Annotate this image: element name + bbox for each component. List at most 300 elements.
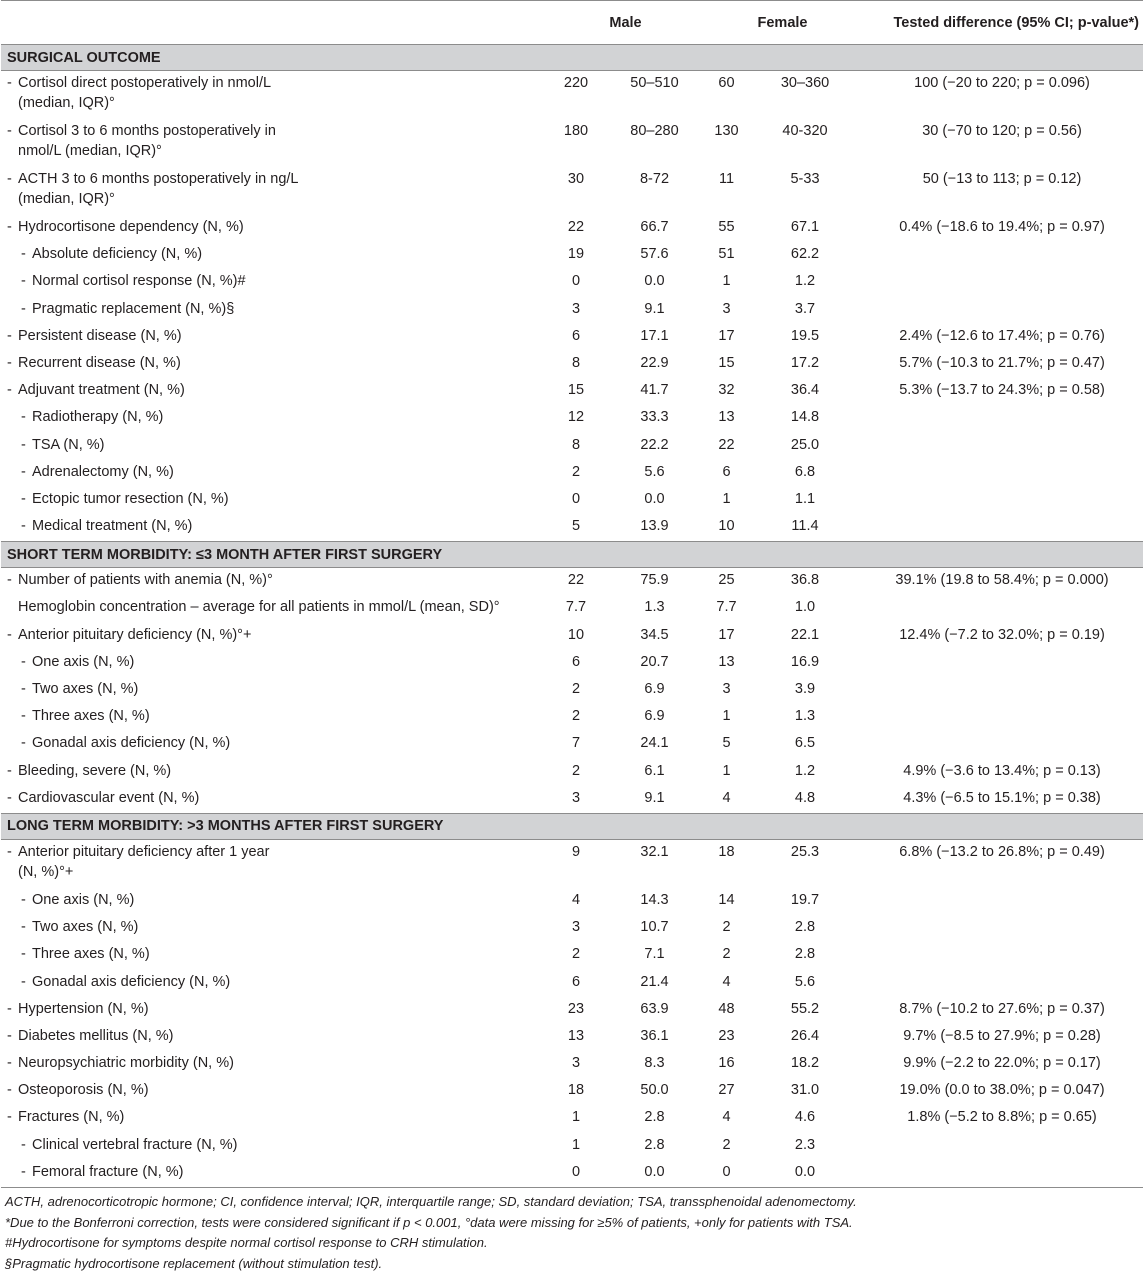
tested-difference-cell: 5.3% (−13.7 to 24.3%; p = 0.58) <box>861 378 1143 405</box>
female-count-cell: 4 <box>704 786 749 814</box>
row-label-text: Persistent disease (N, %) <box>18 328 182 344</box>
female-value-cell: 14.8 <box>749 405 861 432</box>
male-count-cell: 19 <box>547 242 605 269</box>
male-value-cell: 20.7 <box>605 650 704 677</box>
female-value-cell: 1.3 <box>749 704 861 731</box>
row-label-text: Two axes (N, %) <box>32 681 138 697</box>
row-label-text: Anterior pituitary deficiency after 1 year <box>18 844 269 860</box>
section-title: SHORT TERM MORBIDITY: ≤3 MONTH AFTER FIRST SURGERY <box>1 542 1143 568</box>
male-value-cell: 0.0 <box>605 1160 704 1188</box>
table-row <box>1 997 1143 1024</box>
tested-difference-cell: 1.8% (−5.2 to 8.8%; p = 0.65) <box>861 1105 1143 1132</box>
row-label: - Anterior pituitary deficiency after 1 year (N, %)°+ <box>1 839 547 888</box>
row-label-text: Number of patients with anemia (N, %)° <box>18 572 273 588</box>
row-label: - Normal cortisol response (N, %)# <box>1 269 547 296</box>
tested-difference-cell <box>861 433 1143 460</box>
male-count-cell: 3 <box>547 786 605 814</box>
female-count-cell: 1 <box>704 704 749 731</box>
male-count-cell: 30 <box>547 167 605 215</box>
male-count-cell: 22 <box>547 568 605 596</box>
row-label-text: Hypertension (N, %) <box>18 1001 149 1017</box>
male-value-cell: 34.5 <box>605 623 704 650</box>
male-count-cell: 9 <box>547 839 605 888</box>
table-footnotes <box>0 1188 1144 1274</box>
section-header-row <box>1 813 1143 839</box>
row-label-text: Diabetes mellitus (N, %) <box>18 1028 174 1044</box>
table-row <box>1 568 1143 596</box>
male-count-cell: 3 <box>547 915 605 942</box>
female-value-cell: 2.8 <box>749 942 861 969</box>
table-row <box>1 71 1143 120</box>
tested-difference-cell: 4.9% (−3.6 to 13.4%; p = 0.13) <box>861 759 1143 786</box>
row-label: - Neuropsychiatric morbidity (N, %) <box>1 1051 547 1078</box>
footnote: ACTH, adrenocorticotropic hormone; CI, confidence interval; IQR, interquartile range; SD, standard deviation; TSA, transsphenoidal adenomectomy. <box>5 1192 1144 1213</box>
table-row <box>1 215 1143 242</box>
male-value-cell: 9.1 <box>605 786 704 814</box>
tested-difference-cell <box>861 1160 1143 1188</box>
row-label: - Medical treatment (N, %) <box>1 514 547 542</box>
tested-difference-cell <box>861 242 1143 269</box>
table-row <box>1 119 1143 167</box>
male-value-cell: 0.0 <box>605 269 704 296</box>
table-row <box>1 595 1143 622</box>
male-value-cell: 36.1 <box>605 1024 704 1051</box>
row-label: - Adrenalectomy (N, %) <box>1 460 547 487</box>
table-row <box>1 915 1143 942</box>
row-label: - Absolute deficiency (N, %) <box>1 242 547 269</box>
tested-difference-cell <box>861 487 1143 514</box>
tested-difference-cell <box>861 595 1143 622</box>
female-value-cell: 67.1 <box>749 215 861 242</box>
table-row <box>1 731 1143 758</box>
row-label: - Two axes (N, %) <box>1 677 547 704</box>
tested-difference-cell <box>861 704 1143 731</box>
row-label: - Gonadal axis deficiency (N, %) <box>1 731 547 758</box>
row-label-text: Hemoglobin concentration – average for all patients in mmol/L (mean, SD)° <box>18 599 500 615</box>
female-value-cell: 1.1 <box>749 487 861 514</box>
tested-difference-cell: 6.8% (−13.2 to 26.8%; p = 0.49) <box>861 839 1143 888</box>
female-count-cell: 2 <box>704 915 749 942</box>
row-label-text: Recurrent disease (N, %) <box>18 355 181 371</box>
tested-difference-cell <box>861 650 1143 677</box>
header-female: Female <box>704 1 861 45</box>
female-count-cell: 17 <box>704 324 749 351</box>
female-value-cell: 62.2 <box>749 242 861 269</box>
female-value-cell: 5.6 <box>749 970 861 997</box>
female-count-cell: 4 <box>704 1105 749 1132</box>
male-count-cell: 15 <box>547 378 605 405</box>
female-value-cell: 11.4 <box>749 514 861 542</box>
female-value-cell: 2.8 <box>749 915 861 942</box>
male-value-cell: 2.8 <box>605 1133 704 1160</box>
female-count-cell: 55 <box>704 215 749 242</box>
female-count-cell: 1 <box>704 269 749 296</box>
row-label-text: TSA (N, %) <box>32 437 105 453</box>
male-count-cell: 13 <box>547 1024 605 1051</box>
male-count-cell: 12 <box>547 405 605 432</box>
table-row <box>1 167 1143 215</box>
row-label-text: Gonadal axis deficiency (N, %) <box>32 974 230 990</box>
tested-difference-cell <box>861 731 1143 758</box>
row-label-continuation: (N, %)°+ <box>7 862 547 882</box>
female-count-cell: 23 <box>704 1024 749 1051</box>
table-row <box>1 405 1143 432</box>
female-value-cell: 25.0 <box>749 433 861 460</box>
table-row <box>1 704 1143 731</box>
female-count-cell: 4 <box>704 970 749 997</box>
footnote: *Due to the Bonferroni correction, tests were considered significant if p < 0.001, °data were missing for ≥5% of patients, +only for patients with TSA. <box>5 1213 1144 1234</box>
table-row <box>1 677 1143 704</box>
female-count-cell: 11 <box>704 167 749 215</box>
female-count-cell: 2 <box>704 942 749 969</box>
male-count-cell: 0 <box>547 487 605 514</box>
table-row <box>1 324 1143 351</box>
tested-difference-cell: 5.7% (−10.3 to 21.7%; p = 0.47) <box>861 351 1143 378</box>
table-row <box>1 460 1143 487</box>
female-count-cell: 3 <box>704 297 749 324</box>
male-value-cell: 63.9 <box>605 997 704 1024</box>
table-row <box>1 242 1143 269</box>
female-value-cell: 4.8 <box>749 786 861 814</box>
female-count-cell: 22 <box>704 433 749 460</box>
male-value-cell: 22.2 <box>605 433 704 460</box>
row-label-text: Two axes (N, %) <box>32 919 138 935</box>
row-label-text: Fractures (N, %) <box>18 1109 124 1125</box>
female-value-cell: 6.8 <box>749 460 861 487</box>
row-label-text: Osteoporosis (N, %) <box>18 1082 149 1098</box>
table-body <box>1 45 1143 1188</box>
row-label: - Cortisol direct postoperatively in nmol/L (median, IQR)° <box>1 71 547 120</box>
female-count-cell: 16 <box>704 1051 749 1078</box>
row-label: - Radiotherapy (N, %) <box>1 405 547 432</box>
female-value-cell: 5-33 <box>749 167 861 215</box>
female-value-cell: 36.8 <box>749 568 861 596</box>
row-label-continuation: (median, IQR)° <box>7 189 547 209</box>
male-count-cell: 2 <box>547 759 605 786</box>
male-value-cell: 17.1 <box>605 324 704 351</box>
row-label: - Osteoporosis (N, %) <box>1 1078 547 1105</box>
table-row <box>1 351 1143 378</box>
male-count-cell: 4 <box>547 888 605 915</box>
male-value-cell: 24.1 <box>605 731 704 758</box>
row-label: - Ectopic tumor resection (N, %) <box>1 487 547 514</box>
male-value-cell: 14.3 <box>605 888 704 915</box>
row-label: - Anterior pituitary deficiency (N, %)°+ <box>1 623 547 650</box>
female-count-cell: 130 <box>704 119 749 167</box>
female-count-cell: 1 <box>704 487 749 514</box>
male-count-cell: 6 <box>547 650 605 677</box>
female-count-cell: 1 <box>704 759 749 786</box>
header-label <box>1 1 547 45</box>
tested-difference-cell: 2.4% (−12.6 to 17.4%; p = 0.76) <box>861 324 1143 351</box>
row-label: - Adjuvant treatment (N, %) <box>1 378 547 405</box>
female-value-cell: 30–360 <box>749 71 861 120</box>
row-label: - Hydrocortisone dependency (N, %) <box>1 215 547 242</box>
row-label: - Cortisol 3 to 6 months postoperatively in nmol/L (median, IQR)° <box>1 119 547 167</box>
male-value-cell: 7.1 <box>605 942 704 969</box>
row-label: - Three axes (N, %) <box>1 704 547 731</box>
female-value-cell: 1.2 <box>749 269 861 296</box>
female-count-cell: 13 <box>704 405 749 432</box>
row-label: - One axis (N, %) <box>1 888 547 915</box>
table-row <box>1 269 1143 296</box>
row-label-continuation: nmol/L (median, IQR)° <box>7 141 547 161</box>
male-value-cell: 80–280 <box>605 119 704 167</box>
tested-difference-cell: 12.4% (−7.2 to 32.0%; p = 0.19) <box>861 623 1143 650</box>
male-value-cell: 50–510 <box>605 71 704 120</box>
male-count-cell: 180 <box>547 119 605 167</box>
tested-difference-cell <box>861 514 1143 542</box>
table-row <box>1 433 1143 460</box>
male-count-cell: 0 <box>547 269 605 296</box>
male-count-cell: 10 <box>547 623 605 650</box>
table-row <box>1 378 1143 405</box>
female-value-cell: 36.4 <box>749 378 861 405</box>
female-value-cell: 26.4 <box>749 1024 861 1051</box>
male-count-cell: 5 <box>547 514 605 542</box>
table-row <box>1 1051 1143 1078</box>
male-count-cell: 7.7 <box>547 595 605 622</box>
row-label-text: Medical treatment (N, %) <box>32 518 192 534</box>
tested-difference-cell <box>861 297 1143 324</box>
row-label-text: Three axes (N, %) <box>32 946 150 962</box>
male-count-cell: 3 <box>547 297 605 324</box>
row-label: - TSA (N, %) <box>1 433 547 460</box>
row-label: - Fractures (N, %) <box>1 1105 547 1132</box>
male-count-cell: 6 <box>547 970 605 997</box>
table-row <box>1 297 1143 324</box>
row-label: - Cardiovascular event (N, %) <box>1 786 547 814</box>
header-male: Male <box>547 1 704 45</box>
male-value-cell: 33.3 <box>605 405 704 432</box>
female-count-cell: 15 <box>704 351 749 378</box>
row-label-text: One axis (N, %) <box>32 654 134 670</box>
male-value-cell: 5.6 <box>605 460 704 487</box>
table-row <box>1 1105 1143 1132</box>
male-count-cell: 7 <box>547 731 605 758</box>
table-row <box>1 970 1143 997</box>
female-count-cell: 7.7 <box>704 595 749 622</box>
row-label-text: Hydrocortisone dependency (N, %) <box>18 219 244 235</box>
row-label-text: Cortisol 3 to 6 months postoperatively in <box>18 123 276 139</box>
row-label: - Three axes (N, %) <box>1 942 547 969</box>
table-row <box>1 1078 1143 1105</box>
row-label-text: ACTH 3 to 6 months postoperatively in ng/L <box>18 171 298 187</box>
tested-difference-cell <box>861 970 1143 997</box>
row-label-text: Cardiovascular event (N, %) <box>18 790 199 806</box>
female-value-cell: 16.9 <box>749 650 861 677</box>
male-value-cell: 8-72 <box>605 167 704 215</box>
female-count-cell: 51 <box>704 242 749 269</box>
tested-difference-cell: 9.9% (−2.2 to 22.0%; p = 0.17) <box>861 1051 1143 1078</box>
section-header-row <box>1 542 1143 568</box>
tested-difference-cell <box>861 942 1143 969</box>
row-label: - Persistent disease (N, %) <box>1 324 547 351</box>
results-table <box>1 0 1143 1188</box>
row-label-text: Neuropsychiatric morbidity (N, %) <box>18 1055 234 1071</box>
footnote: §Pragmatic hydrocortisone replacement (without stimulation test). <box>5 1254 1144 1274</box>
male-count-cell: 1 <box>547 1105 605 1132</box>
header-tested-difference: Tested difference (95% CI; p-value*) <box>861 1 1143 45</box>
female-count-cell: 5 <box>704 731 749 758</box>
row-label-text: Pragmatic replacement (N, %)§ <box>32 301 234 317</box>
tested-difference-cell <box>861 915 1143 942</box>
female-count-cell: 17 <box>704 623 749 650</box>
male-count-cell: 18 <box>547 1078 605 1105</box>
table-row <box>1 1133 1143 1160</box>
row-label: - Clinical vertebral fracture (N, %) <box>1 1133 547 1160</box>
female-count-cell: 48 <box>704 997 749 1024</box>
row-label: - Bleeding, severe (N, %) <box>1 759 547 786</box>
tested-difference-cell: 0.4% (−18.6 to 19.4%; p = 0.97) <box>861 215 1143 242</box>
table-row <box>1 759 1143 786</box>
female-value-cell: 1.2 <box>749 759 861 786</box>
tested-difference-cell <box>861 1133 1143 1160</box>
female-value-cell: 6.5 <box>749 731 861 758</box>
header-row <box>1 1 1143 45</box>
tested-difference-cell: 19.0% (0.0 to 38.0%; p = 0.047) <box>861 1078 1143 1105</box>
row-label: - Diabetes mellitus (N, %) <box>1 1024 547 1051</box>
female-count-cell: 6 <box>704 460 749 487</box>
row-label-text: Absolute deficiency (N, %) <box>32 246 202 262</box>
male-value-cell: 22.9 <box>605 351 704 378</box>
row-label-text: Cortisol direct postoperatively in nmol/L <box>18 75 271 91</box>
table-row <box>1 514 1143 542</box>
male-value-cell: 10.7 <box>605 915 704 942</box>
tested-difference-cell: 8.7% (−10.2 to 27.6%; p = 0.37) <box>861 997 1143 1024</box>
row-label: - Pragmatic replacement (N, %)§ <box>1 297 547 324</box>
row-label-text: Gonadal axis deficiency (N, %) <box>32 735 230 751</box>
male-value-cell: 50.0 <box>605 1078 704 1105</box>
male-value-cell: 0.0 <box>605 487 704 514</box>
tested-difference-cell: 50 (−13 to 113; p = 0.12) <box>861 167 1143 215</box>
table-row <box>1 839 1143 888</box>
row-label-text: Adjuvant treatment (N, %) <box>18 382 185 398</box>
row-label-text: Adrenalectomy (N, %) <box>32 464 174 480</box>
row-label-text: Ectopic tumor resection (N, %) <box>32 491 229 507</box>
row-label-text: Normal cortisol response (N, %)# <box>32 273 246 289</box>
female-value-cell: 0.0 <box>749 1160 861 1188</box>
female-count-cell: 10 <box>704 514 749 542</box>
table-row <box>1 623 1143 650</box>
table-row <box>1 650 1143 677</box>
tested-difference-cell: 30 (−70 to 120; p = 0.56) <box>861 119 1143 167</box>
female-value-cell: 4.6 <box>749 1105 861 1132</box>
row-label: - Hypertension (N, %) <box>1 997 547 1024</box>
footnote: #Hydrocortisone for symptoms despite normal cortisol response to CRH stimulation. <box>5 1233 1144 1254</box>
male-value-cell: 66.7 <box>605 215 704 242</box>
female-count-cell: 60 <box>704 71 749 120</box>
female-value-cell: 18.2 <box>749 1051 861 1078</box>
row-label: - Recurrent disease (N, %) <box>1 351 547 378</box>
male-count-cell: 2 <box>547 942 605 969</box>
row-label-text: Femoral fracture (N, %) <box>32 1164 183 1180</box>
row-label: - ACTH 3 to 6 months postoperatively in ng/L (median, IQR)° <box>1 167 547 215</box>
row-label-text: Radiotherapy (N, %) <box>32 409 163 425</box>
male-count-cell: 2 <box>547 460 605 487</box>
row-label-text: Clinical vertebral fracture (N, %) <box>32 1137 237 1153</box>
male-count-cell: 2 <box>547 677 605 704</box>
table-row <box>1 1160 1143 1188</box>
female-value-cell: 17.2 <box>749 351 861 378</box>
male-count-cell: 2 <box>547 704 605 731</box>
male-count-cell: 8 <box>547 351 605 378</box>
female-value-cell: 31.0 <box>749 1078 861 1105</box>
female-value-cell: 19.7 <box>749 888 861 915</box>
male-value-cell: 6.9 <box>605 677 704 704</box>
row-label: - Femoral fracture (N, %) <box>1 1160 547 1188</box>
tested-difference-cell: 100 (−20 to 220; p = 0.096) <box>861 71 1143 120</box>
female-value-cell: 1.0 <box>749 595 861 622</box>
tested-difference-cell <box>861 269 1143 296</box>
tested-difference-cell: 4.3% (−6.5 to 15.1%; p = 0.38) <box>861 786 1143 814</box>
male-count-cell: 1 <box>547 1133 605 1160</box>
female-count-cell: 14 <box>704 888 749 915</box>
row-label <box>1 595 547 622</box>
tested-difference-cell: 9.7% (−8.5 to 27.9%; p = 0.28) <box>861 1024 1143 1051</box>
male-value-cell: 1.3 <box>605 595 704 622</box>
female-count-cell: 27 <box>704 1078 749 1105</box>
male-count-cell: 220 <box>547 71 605 120</box>
male-value-cell: 75.9 <box>605 568 704 596</box>
female-value-cell: 3.9 <box>749 677 861 704</box>
tested-difference-cell <box>861 677 1143 704</box>
row-label-text: Anterior pituitary deficiency (N, %)°+ <box>18 627 251 643</box>
male-count-cell: 3 <box>547 1051 605 1078</box>
male-value-cell: 32.1 <box>605 839 704 888</box>
female-value-cell: 40-320 <box>749 119 861 167</box>
male-count-cell: 22 <box>547 215 605 242</box>
female-value-cell: 55.2 <box>749 997 861 1024</box>
male-value-cell: 2.8 <box>605 1105 704 1132</box>
female-count-cell: 25 <box>704 568 749 596</box>
female-count-cell: 13 <box>704 650 749 677</box>
tested-difference-cell: 39.1% (19.8 to 58.4%; p = 0.000) <box>861 568 1143 596</box>
female-count-cell: 32 <box>704 378 749 405</box>
table-row <box>1 888 1143 915</box>
table-row <box>1 487 1143 514</box>
male-value-cell: 9.1 <box>605 297 704 324</box>
female-value-cell: 22.1 <box>749 623 861 650</box>
male-count-cell: 6 <box>547 324 605 351</box>
male-count-cell: 23 <box>547 997 605 1024</box>
row-label-continuation: (median, IQR)° <box>7 93 547 113</box>
male-count-cell: 8 <box>547 433 605 460</box>
female-count-cell: 2 <box>704 1133 749 1160</box>
row-label-text: Three axes (N, %) <box>32 708 150 724</box>
table-row <box>1 1024 1143 1051</box>
male-value-cell: 8.3 <box>605 1051 704 1078</box>
male-value-cell: 57.6 <box>605 242 704 269</box>
male-value-cell: 6.9 <box>605 704 704 731</box>
male-value-cell: 41.7 <box>605 378 704 405</box>
male-value-cell: 6.1 <box>605 759 704 786</box>
section-title: SURGICAL OUTCOME <box>1 45 1143 71</box>
female-count-cell: 0 <box>704 1160 749 1188</box>
tested-difference-cell <box>861 405 1143 432</box>
female-value-cell: 3.7 <box>749 297 861 324</box>
table-row <box>1 786 1143 814</box>
section-header-row <box>1 45 1143 71</box>
section-title: LONG TERM MORBIDITY: >3 MONTHS AFTER FIRST SURGERY <box>1 813 1143 839</box>
male-count-cell: 0 <box>547 1160 605 1188</box>
female-count-cell: 18 <box>704 839 749 888</box>
row-label: - Two axes (N, %) <box>1 915 547 942</box>
row-label-text: Bleeding, severe (N, %) <box>18 763 171 779</box>
row-label-text: One axis (N, %) <box>32 892 134 908</box>
row-label: - One axis (N, %) <box>1 650 547 677</box>
male-value-cell: 21.4 <box>605 970 704 997</box>
